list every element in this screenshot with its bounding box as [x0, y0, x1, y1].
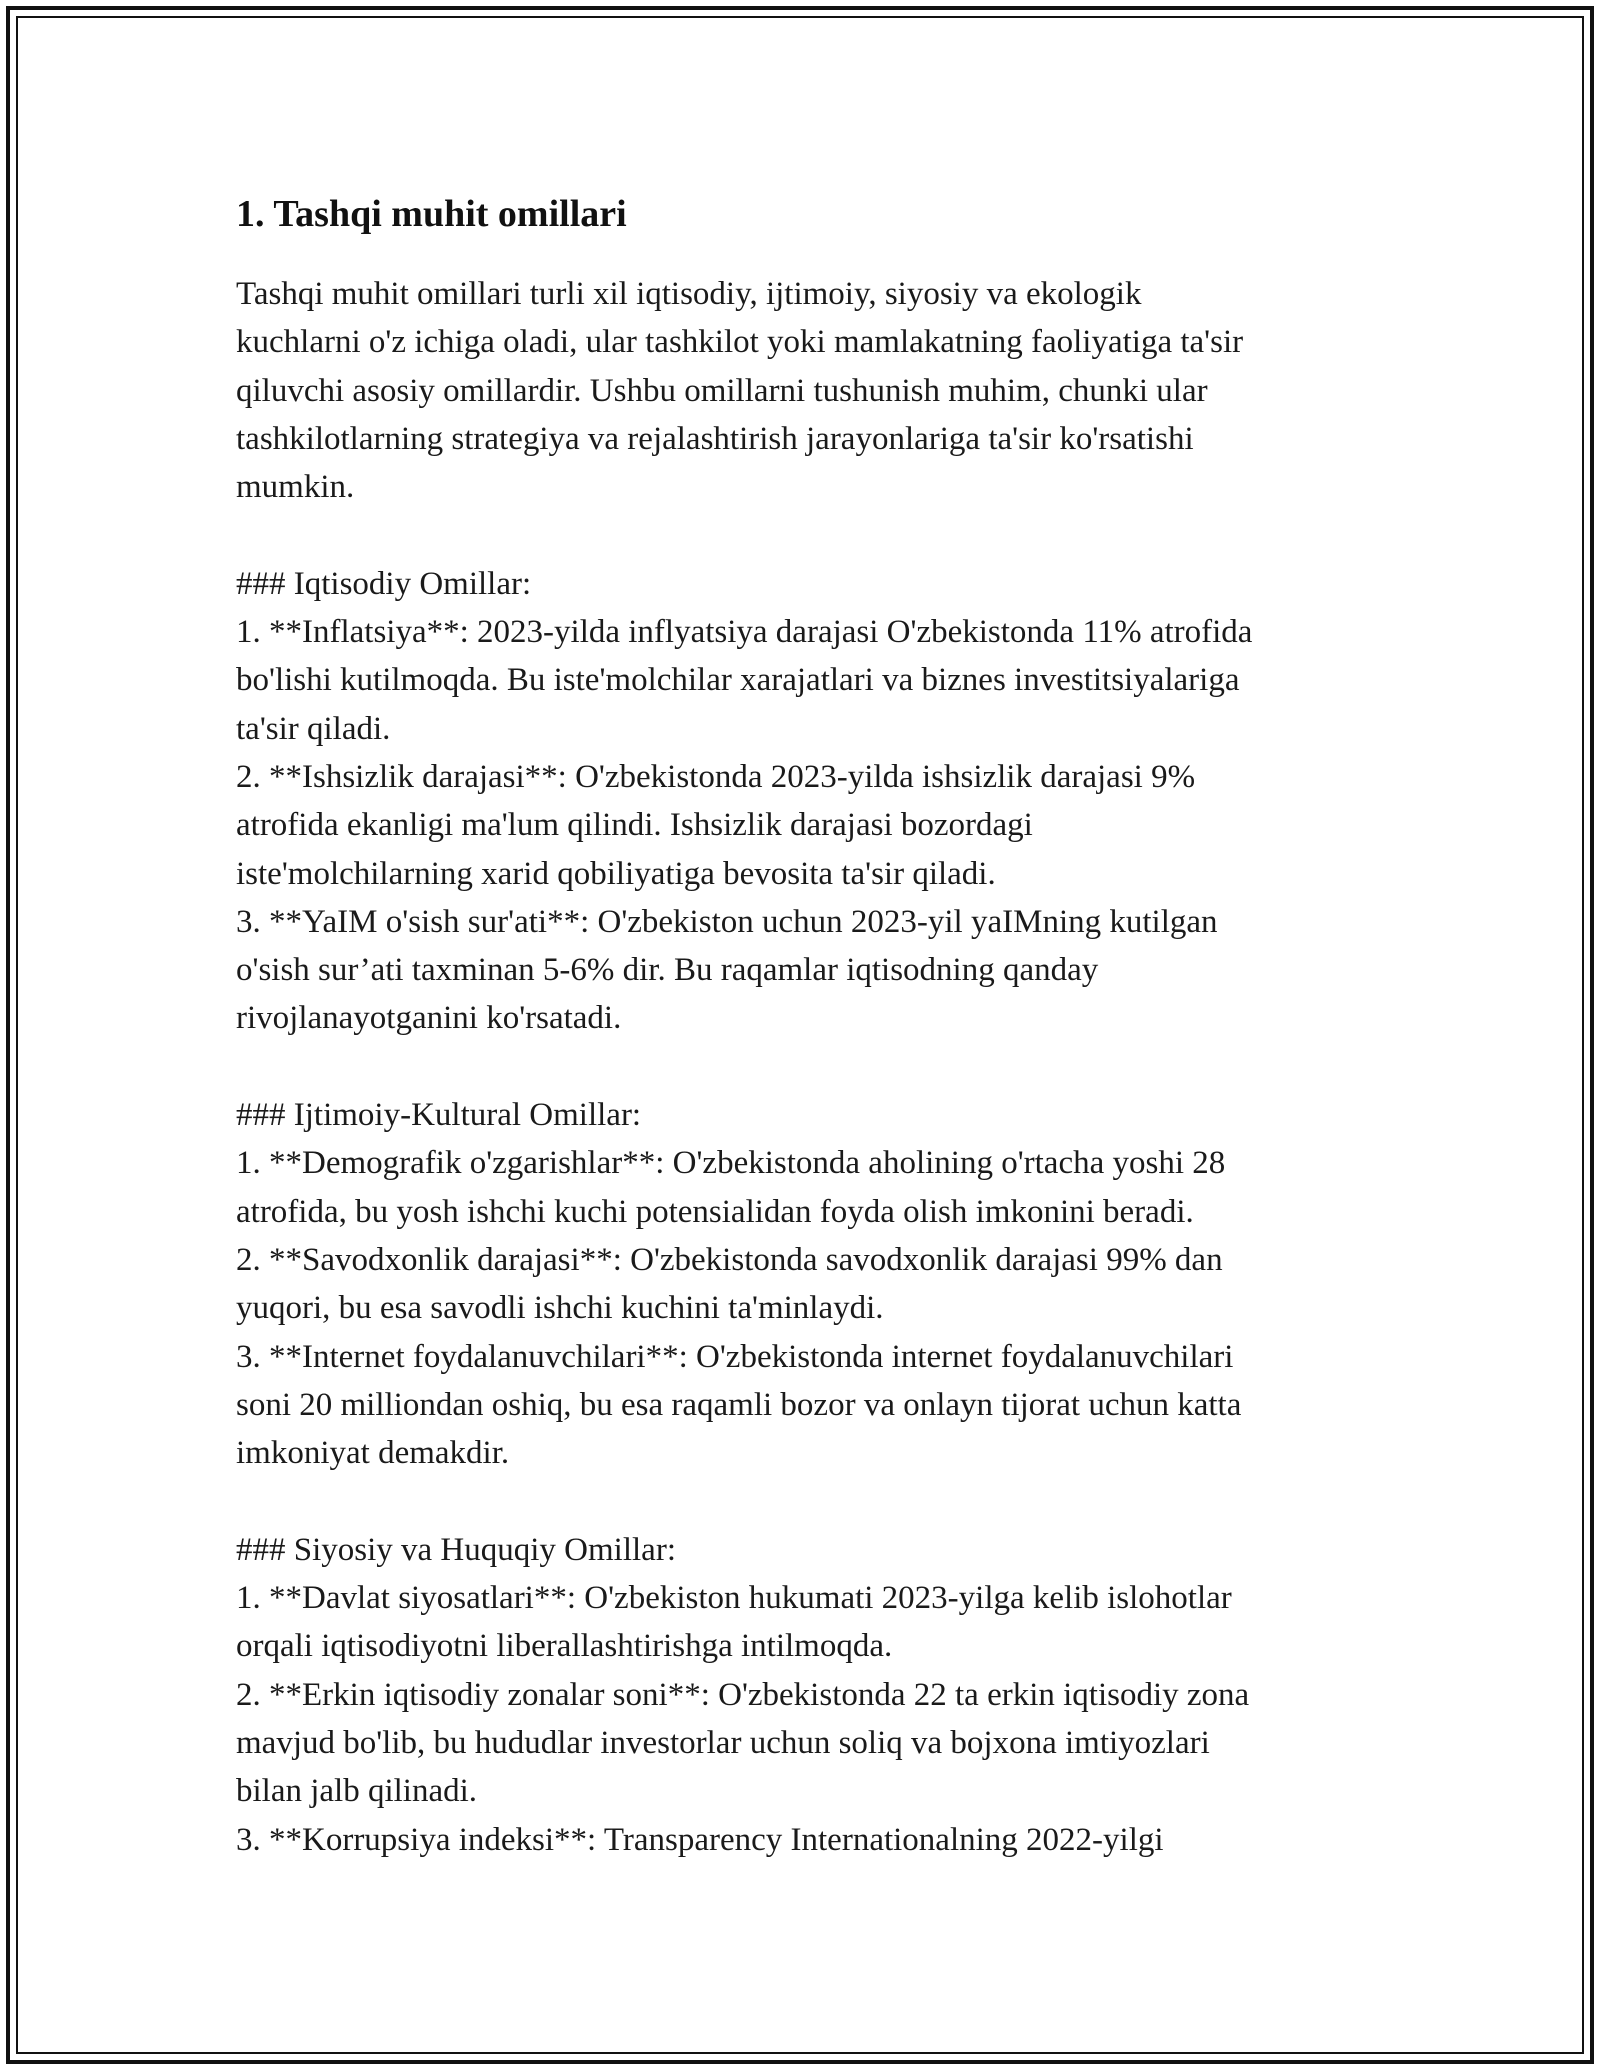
document-body: Tashqi muhit omillari turli xil iqtisodiy, ijtimoiy, siyosiy va ekologik kuchlarni o'z ichiga oladi, ular tashkilot yoki mamlakatning faoliyatiga ta'sir qiluvchi asosiy omillardir. Ushbu omillarni tushunish muhim, chunki ular tashkilotlarning strategiya va rejalashtirish jarayonlariga ta'sir ko'rsatishi mumkin. ### Iqtisodiy Omillar: 1. **Inflatsiya**: 2023-yilda inflyatsiya darajasi O'zbekistonda 11% atrofida bo'lishi kutilmoqda. Bu iste'molchilar xarajatlari va biznes investitsiyalariga ta'sir qiladi. 2. **Ishsizlik darajasi**: O'zbekistonda 2023-yilda ishsizlik darajasi 9% atrofida ekanligi ma'lum qilindi. Ishsizlik darajasi bozordagi iste'molchilarning xarid qobiliyatiga bevosita ta'sir qiladi. 3. **YaIM o'sish sur'ati**: O'zbekiston uchun 2023-yil yaIMning kutilgan o'sish sur’ati taxminan 5-6% dir. Bu raqamlar iqtisodning qanday rivojlanayotganini ko'rsatadi. ### Ijtimoiy-Kultural Omillar: 1. **Demografik o'zgarishlar**: O'zbekistonda aholining o'rtacha yoshi 28 atrofida, bu yosh ishchi kuchi potensialidan foyda olish imkonini beradi. 2. **Savodxonlik darajasi**: O'zbekistonda savodxonlik darajasi 99% dan yuqori, bu esa savodli ishchi kuchini ta'minlaydi. 3. **Internet foydalanuvchilari**: O'zbekistonda internet foydalanuvchilari soni 20 milliondan oshiq, bu esa raqamli bozor va onlayn tijorat uchun katta imkoniyat demakdir. ### Siyosiy va Huquqiy Omillar: 1. **Davlat siyosatlari**: O'zbekiston hukumati 2023-yilga kelib islohotlar orqali iqtisodiyotni liberallashtirishga intilmoqda. 2. **Erkin iqtisodiy zonalar soni**: O'zbekistonda 22 ta erkin iqtisodiy zona mavjud bo'lib, bu hududlar investorlar uchun soliq va bojxona imtiyozlari bilan jalb qilinadi. 3. **Korrupsiya indeksi**: Transparency Internationalning 2022-yilgi [236, 276, 1253, 1858]
document-heading: 1. Tashqi muhit omillari [236, 193, 627, 235]
document-content [236, 188, 1386, 1864]
